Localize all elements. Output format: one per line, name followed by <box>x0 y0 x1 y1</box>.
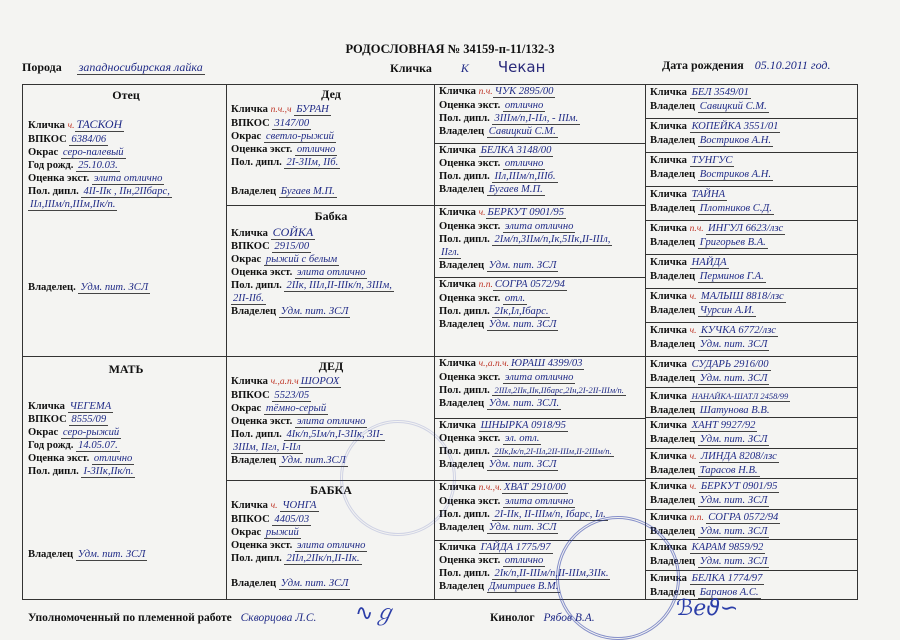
label: Кличка <box>650 573 690 584</box>
label: Кличка <box>650 155 690 166</box>
label: Пол. дипл. <box>439 568 493 579</box>
label: Кличка <box>439 86 479 97</box>
ancestor-owner: Удм. пит. ЗСЛ <box>699 526 768 537</box>
label: Оценка экст. <box>439 158 503 169</box>
ancestor-owner: Дмитриев В.М. <box>488 581 559 592</box>
row-divider <box>645 152 858 153</box>
ancestor-grade: эл. отл. <box>504 433 540 444</box>
label: Кличка <box>650 359 690 370</box>
m-grandmother-name: ЧОНГА <box>282 500 317 511</box>
row-divider <box>645 387 858 388</box>
ancestor-name: ЮРАШ 4399/03 <box>511 358 583 369</box>
great-great-grandparent-cell <box>650 541 856 569</box>
label: Кличка <box>650 481 690 492</box>
label: Окрас <box>231 527 262 538</box>
authorized-label: Уполномоченный по племенной работе <box>28 612 232 624</box>
authorized-name: Скворцова Л.С. <box>240 612 317 624</box>
ancestor-owner: Тарасов Н.В. <box>699 465 758 476</box>
label: Владелец <box>650 101 698 112</box>
ancestor-owner: Бугаев М.П. <box>488 184 543 195</box>
great-great-grandparent-cell <box>650 572 856 599</box>
m-grandfather-dipl2: 3IIIм, IIгл, I-IIл <box>233 442 301 453</box>
prefix: п.п. <box>689 513 707 523</box>
label: Окрас <box>231 254 262 265</box>
mother-year: 14.05.07. <box>78 440 118 451</box>
label: Оценка экст. <box>231 540 293 551</box>
prefix: ч. <box>689 482 699 492</box>
label: Владелец <box>650 203 698 214</box>
dob-value: 05.10.2011 год. <box>754 58 831 72</box>
m-grandmother-vpkos: 4405/03 <box>274 514 310 525</box>
ancestor-dipl: 2Iк,Iл,Iбарс. <box>494 306 549 317</box>
mother-title: МАТЬ <box>108 362 144 376</box>
label: Пол. дипл. <box>231 157 282 168</box>
label: Кличка <box>650 121 690 132</box>
label: Владелец <box>650 465 698 476</box>
row-divider <box>645 509 858 510</box>
label: Владелец <box>650 495 698 506</box>
label: ВПКОС <box>231 390 270 401</box>
f-grandmother-dipl2: 2II-IIб. <box>233 293 264 304</box>
f-grandfather-block <box>231 86 431 204</box>
label: Окрас <box>28 427 59 438</box>
great-grandparent-cell <box>439 144 643 204</box>
ancestor-owner: Удм. пит. ЗСЛ <box>488 319 557 330</box>
label: ВПКОС <box>28 414 67 425</box>
f-grandmother-block <box>231 207 431 354</box>
ancestor-owner: Плотников С.Д. <box>699 203 772 214</box>
label: Оценка экст. <box>439 555 503 566</box>
label: Кличка <box>439 279 479 290</box>
m-grandfather-dipl: 4Iк/п,5Iм/п,I-3IIк, 3II- <box>286 429 384 440</box>
m-grandfather-grade: элита отлично <box>296 416 366 427</box>
prefix: ч.,а.п.ч <box>270 377 299 387</box>
label: Владелец <box>650 169 698 180</box>
label: Владелец <box>231 186 277 197</box>
ancestor-owner: Григорьев В.А. <box>699 237 766 248</box>
label: Окрас <box>231 403 262 414</box>
prefix: п.п. <box>478 280 493 290</box>
label: Владелец <box>231 455 277 466</box>
m-grandfather-vpkos: 5523/05 <box>274 390 310 401</box>
label: Кличка <box>650 325 690 336</box>
mother-vpkos: 8555/09 <box>71 414 107 425</box>
label: Владелец <box>439 398 487 409</box>
prefix: ч. <box>67 121 75 131</box>
ancestor-grade: отл. <box>504 293 526 304</box>
ancestor-owner: Перминов Г.А. <box>699 271 764 282</box>
ancestor-owner: Востриков А.Н. <box>699 135 771 146</box>
m-grandmother-title: БАБКА <box>310 483 352 497</box>
ancestor-name: БЕЛ 3549/01 <box>691 87 749 98</box>
label: Оценка экст. <box>28 173 90 184</box>
f-grandmother-color: рыжий с белым <box>265 254 338 265</box>
m-grandfather-name: ШОРОХ <box>300 376 340 387</box>
label: Год рожд. <box>28 440 74 451</box>
prefix: ч. <box>270 501 278 511</box>
great-grandparent-cell <box>439 206 643 276</box>
label: Пол. дипл. <box>231 553 282 564</box>
father-year: 25.10.03. <box>78 160 118 171</box>
f-grandfather-grade: отлично <box>296 144 336 155</box>
label: ВПКОС <box>231 241 270 252</box>
ancestor-name: НАЙДА <box>691 257 727 268</box>
m-grandfather-title: ДЕД <box>318 359 344 373</box>
great-grandparent-cell <box>439 85 643 142</box>
ancestor-owner: Удм. пит. ЗСЛ <box>699 373 768 384</box>
prefix: п.ч.,ч. <box>478 483 502 493</box>
f-grandmother-name: СОЙКА <box>272 226 314 239</box>
label: Пол. дипл. <box>439 446 493 457</box>
f-grandfather-vpkos: 3147/00 <box>274 118 310 129</box>
row-divider <box>645 186 858 187</box>
label: Владелец <box>231 306 277 317</box>
signature-scribble-2: ℬℯϑ∽ <box>676 596 739 621</box>
father-owner: Удм. пит. ЗСЛ <box>80 282 149 293</box>
label: Пол. дипл. <box>231 429 282 440</box>
label: Кличка <box>650 291 690 302</box>
row-divider <box>645 322 858 323</box>
label: Пол. дипл. <box>439 234 493 245</box>
great-grandparent-cell <box>439 278 643 355</box>
great-great-grandparent-cell <box>650 222 856 253</box>
row-divider <box>645 539 858 540</box>
mother-block <box>28 360 224 598</box>
ancestor-name: БЕЛКА 3148/00 <box>480 145 552 156</box>
ancestor-owner: Шатунова В.В. <box>699 405 770 416</box>
row-divider <box>645 220 858 221</box>
label: Владелец <box>650 587 698 598</box>
label: Кличка <box>439 482 479 493</box>
label: Пол. дипл. <box>439 113 493 124</box>
father-block <box>28 86 224 354</box>
great-great-grandparent-cell <box>650 480 856 508</box>
label: ВПКОС <box>231 514 270 525</box>
label: Владелец <box>650 135 698 146</box>
ancestor-name: ТАЙНА <box>691 189 726 200</box>
f-grandfather-owner: Бугаев М.П. <box>280 186 335 197</box>
label: Оценка экст. <box>28 453 90 464</box>
label: Кличка <box>650 391 690 402</box>
mother-owner: Удм. пит. ЗСЛ <box>77 549 146 560</box>
prefix: ч.,а.п.ч. <box>478 359 510 369</box>
ancestor-name: КАРАМ 9859/92 <box>691 542 764 553</box>
m-grandfather-owner: Удм. пит.ЗСЛ <box>280 455 346 466</box>
m-grandfather-color: тёмно-серый <box>265 403 327 414</box>
label: Владелец <box>28 549 74 560</box>
label: Кличка <box>650 512 690 523</box>
breed-value: западносибирская лайка <box>78 60 203 74</box>
great-great-grandparent-cell <box>650 290 856 321</box>
m-grandmother-color: рыжий <box>265 527 299 538</box>
great-great-grandparent-cell <box>650 389 856 416</box>
ancestor-name: КОПЕЙКА 3551/01 <box>691 121 779 132</box>
ancestor-name: ЧУК 2895/00 <box>494 86 554 97</box>
great-great-grandparent-cell <box>650 511 856 538</box>
prefix: ч. <box>689 452 699 462</box>
label: ВПКОС <box>28 134 67 145</box>
f-grandmother-dipl: 2IIк, IIIл,II-IIIк/п, 3IIIм, <box>286 280 392 291</box>
ancestor-name: БЕЛКА 1774/97 <box>691 573 763 584</box>
great-great-grandparent-cell <box>650 120 856 151</box>
cynologist-name: Рябов В.А. <box>543 612 595 624</box>
label: Оценка экст. <box>439 496 503 507</box>
label: Кличка <box>439 542 479 553</box>
label: ВПКОС <box>231 118 270 129</box>
label: Пол. дипл. <box>28 466 79 477</box>
name-label: Кличка <box>390 61 432 75</box>
round-stamp-faint <box>340 420 456 536</box>
label: Владелец <box>439 459 487 470</box>
footer-authorized <box>28 612 316 624</box>
ancestor-dipl: 2Iк/п,II-IIIм/п,II-IIIм,3IIк. <box>494 568 609 579</box>
great-grandparent-cell <box>439 419 643 479</box>
ancestor-grade: элита отлично <box>504 372 574 383</box>
label: Владелец <box>650 271 698 282</box>
f-grandfather-title: Дед <box>321 87 341 101</box>
great-great-grandparent-cell <box>650 154 856 185</box>
ancestor-name: ГАЙДА 1775/97 <box>480 542 551 553</box>
row-divider <box>645 417 858 418</box>
ancestor-owner: Удм. пит. ЗСЛ <box>699 339 768 350</box>
label: Оценка экст. <box>439 372 503 383</box>
label: Кличка <box>439 358 479 369</box>
label: Владелец <box>650 373 698 384</box>
label: Владелец. <box>28 282 76 293</box>
label: Год рожд. <box>28 160 74 171</box>
great-great-grandparent-cell <box>650 450 856 477</box>
label: Оценка экст. <box>231 144 293 155</box>
label: Кличка <box>650 223 690 234</box>
ancestor-owner: Удм. пит. ЗСЛ <box>699 556 768 567</box>
label: Кличка <box>650 189 690 200</box>
f-grandmother-owner: Удм. пит. ЗСЛ <box>280 306 349 317</box>
ancestor-owner: Удм. пит. ЗСЛ. <box>488 398 560 409</box>
ancestor-grade: отлично <box>504 158 544 169</box>
m-grandmother-owner: Удм. пит. ЗСЛ <box>280 578 349 589</box>
footer-cynologist <box>490 612 595 624</box>
row-divider <box>645 288 858 289</box>
label: Владелец <box>439 184 487 195</box>
prefix: п.ч.,ч <box>270 105 292 115</box>
ancestor-dipl: 3IIIм/п,I-IIл, - IIIм. <box>494 113 579 124</box>
label: Кличка <box>439 207 479 218</box>
label: Окрас <box>231 131 262 142</box>
ancestor-dipl: IIл,IIIм/п,IIIб. <box>494 171 556 182</box>
f-grandfather-color: светло-рыжий <box>265 131 334 142</box>
label: Кличка <box>231 104 268 115</box>
label: Пол. дипл. <box>231 280 282 291</box>
cynologist-label: Кинолог <box>490 612 535 624</box>
label: Кличка <box>439 145 479 156</box>
father-name: ТАСКОН <box>76 118 123 131</box>
label: Владелец <box>650 339 698 350</box>
father-dipl2: IIл,IIIм/п,IIIм,IIк/п. <box>30 199 116 210</box>
ancestor-name: ХАНТ 9927/92 <box>691 420 756 431</box>
ancestor-dipl: 2Iм/п,3IIм/п,Iк,5IIк,II-IIIл, <box>494 234 611 245</box>
mother-grade: отлично <box>93 453 133 464</box>
ancestor-name: МАЛЫШ 8818/лзс <box>700 291 784 302</box>
label: Пол. дипл. <box>439 385 493 396</box>
ancestor-name: ИНГУЛ 6623/лзс <box>708 223 784 234</box>
label: Кличка <box>231 500 268 511</box>
prefix: п.ч. <box>689 224 707 234</box>
label: Кличка <box>28 120 65 131</box>
father-dipl: 4II-IIк , IIн,2IIбарс, <box>83 186 170 197</box>
f-grandfather-name: БУРАН <box>296 104 329 115</box>
great-great-grandparent-cell <box>650 358 856 386</box>
ancestor-owner: Удм. пит. ЗСЛ <box>488 459 557 470</box>
great-great-grandparent-cell <box>650 188 856 219</box>
ancestor-grade: отлично <box>504 100 544 111</box>
great-great-grandparent-cell <box>650 86 856 117</box>
ancestor-owner: Удм. пит. ЗСЛ <box>699 434 768 445</box>
ancestor-name: ТУНГУС <box>691 155 733 166</box>
row-divider <box>645 448 858 449</box>
label: Кличка <box>28 401 65 412</box>
label: Оценка экст. <box>231 416 293 427</box>
row-divider <box>645 118 858 119</box>
label: Пол. дипл. <box>28 186 79 197</box>
label: Кличка <box>650 451 690 462</box>
ancestor-grade: элита отлично <box>504 496 574 507</box>
label: Кличка <box>650 257 690 268</box>
ancestor-owner: Савицкий С.М. <box>699 101 767 112</box>
f-grandfather-dipl: 2I-3IIм, IIб. <box>286 157 339 168</box>
ancestor-dipl: 2IIк,Iк/п,2I-IIл,2II-IIIм,II-2IIIм/п. <box>494 446 612 456</box>
label: Оценка экст. <box>439 221 503 232</box>
label: Владелец <box>650 556 698 567</box>
label: Кличка <box>650 87 690 98</box>
label: Владелец <box>439 522 487 533</box>
ancestor-name: СОГРА 0572/94 <box>494 279 565 290</box>
name-value: К <box>460 61 469 75</box>
great-great-grandparent-cell <box>650 256 856 287</box>
label: Пол. дипл. <box>439 306 493 317</box>
label: Оценка экст. <box>439 433 503 444</box>
ancestor-dipl: 2IIIл,2IIк,IIк,IIбарс,2Iн,2I-2II-IIIм/п. <box>494 385 624 395</box>
signature-scribble: ∿ℊ <box>355 601 396 626</box>
label: Пол. дипл. <box>439 509 493 520</box>
row-divider <box>645 478 858 479</box>
label: Кличка <box>231 228 268 239</box>
f-grandmother-title: Бабка <box>314 209 348 223</box>
prefix: п.ч. <box>478 87 493 97</box>
label: Кличка <box>439 420 479 431</box>
ancestor-dipl2: IIгл. <box>441 247 460 258</box>
prefix: ч. <box>689 292 699 302</box>
ancestor-grade: элита отлично <box>504 221 574 232</box>
label: Окрас <box>28 147 59 158</box>
ancestor-name: БЕРКУТ 0901/95 <box>487 207 564 218</box>
name-handwritten: Чекан <box>497 58 546 76</box>
f-grandmother-grade: элита отлично <box>296 267 366 278</box>
ancestor-grade: отлично <box>504 555 544 566</box>
label: Оценка экст. <box>231 267 293 278</box>
label: Пол. дипл. <box>439 171 493 182</box>
ancestor-name: БЕРКУТ 0901/95 <box>700 481 778 492</box>
ancestor-owner: Удм. пит. ЗСЛ <box>488 260 557 271</box>
ancestor-owner: Савицкий С.М. <box>488 126 556 137</box>
breed-label: Порода <box>22 60 62 74</box>
ancestor-owner: Востриков А.Н. <box>699 169 771 180</box>
ancestor-name: ЛИНДА 8208/лзс <box>700 451 777 462</box>
ancestor-owner: Баранов А.С. <box>699 587 759 598</box>
label: Оценка экст. <box>439 100 503 111</box>
prefix: ч. <box>689 326 699 336</box>
label: Владелец <box>650 526 698 537</box>
great-great-grandparent-cell <box>650 419 856 447</box>
father-vpkos: 6384/06 <box>71 134 107 145</box>
great-great-grandparent-cell <box>650 324 856 355</box>
mother-color: серо-рыжий <box>62 427 120 438</box>
father-grade: элита отлично <box>93 173 163 184</box>
ancestor-owner: Удм. пит. ЗСЛ <box>488 522 557 533</box>
ancestor-name: ХВАТ 2910/00 <box>503 482 566 493</box>
ancestor-name: СОГРА 0572/94 <box>708 512 779 523</box>
father-color: серо-палевый <box>62 147 124 158</box>
row-divider <box>645 254 858 255</box>
m-grandmother-dipl: 2IIл,2IIк/п,II-IIк. <box>286 553 360 564</box>
ancestor-name: СУДАРЬ 2916/00 <box>691 359 769 370</box>
label: Владелец <box>439 260 487 271</box>
mother-name: ЧЕГЕМА <box>69 401 112 412</box>
label: Кличка <box>650 542 690 553</box>
document-title: РОДОСЛОВНАЯ № 34159-п-11/132-3 <box>345 42 555 56</box>
mother-dipl: I-3IIк,IIк/п. <box>83 466 134 477</box>
label: Владелец <box>650 305 698 316</box>
prefix: ч. <box>478 208 486 218</box>
ancestor-name: ШНЫРКА 0918/95 <box>480 420 566 431</box>
label: Владелец <box>650 434 698 445</box>
label: Владелец <box>439 319 487 330</box>
ancestor-name: НАНАЙКА-ШАТЛ 2458/99 <box>691 391 789 401</box>
ancestor-name: КУЧКА 6772/лзс <box>700 325 776 336</box>
label: Кличка <box>650 420 690 431</box>
label: Оценка экст. <box>439 293 503 304</box>
label: Владелец <box>439 126 487 137</box>
label: Владелец <box>439 581 487 592</box>
dob-label: Дата рождения <box>662 58 744 72</box>
ancestor-owner: Удм. пит. ЗСЛ <box>699 495 768 506</box>
ancestor-owner: Чурсин А.И. <box>699 305 755 316</box>
great-grandparent-cell <box>439 357 643 417</box>
label: Владелец <box>650 405 698 416</box>
ancestor-dipl: 2I-IIк, II-IIIм/п, Iбарс, Iл. <box>494 509 606 520</box>
f-grandmother-vpkos: 2915/00 <box>274 241 310 252</box>
label: Владелец <box>231 578 277 589</box>
label: Владелец <box>650 237 698 248</box>
father-title: Отец <box>112 88 140 102</box>
label: Кличка <box>231 376 268 387</box>
m-grandmother-grade: элита отлично <box>296 540 366 551</box>
header-line <box>22 58 882 76</box>
